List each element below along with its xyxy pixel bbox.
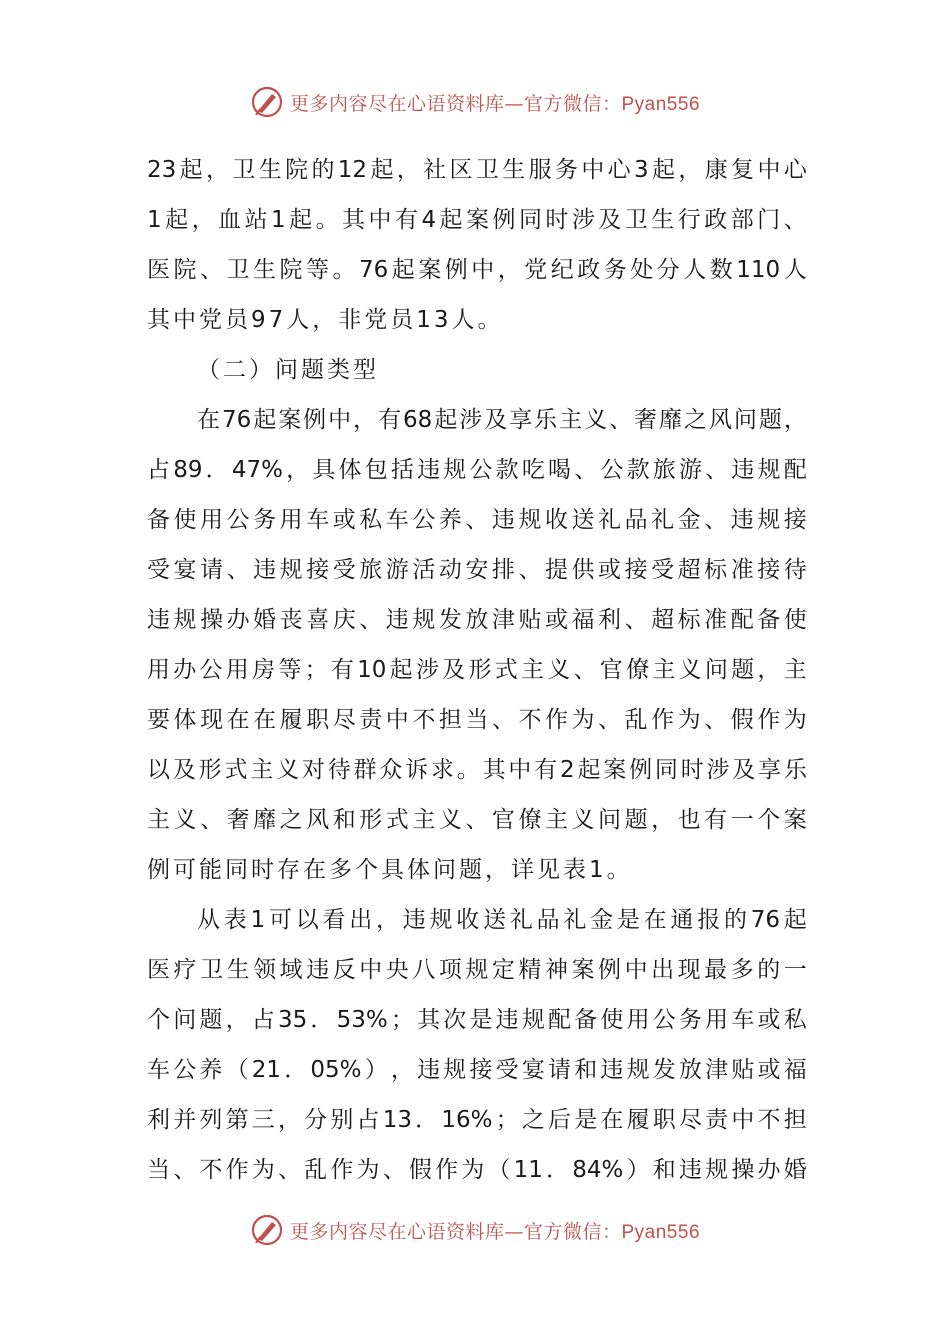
body-line: 占 89 ． 47% ， 具 体 包 括 违 规 公 款 吃 喝 、 公 款 旅 游 、 违 规 配 xyxy=(147,457,807,483)
body-line: 例可能同时存在多个具体问题，详见表1。 xyxy=(147,857,633,883)
body-line: 以 及 形 式 主 义 对 待 群 众 诉 求 。 其 中 有 2 起 案 例 同 时 涉 及 享 乐 xyxy=(147,757,807,783)
watermark-text xyxy=(290,89,700,116)
pen-quill-logo-icon xyxy=(250,85,284,119)
watermark-caption: 更多内容尽在心语资料库—官方微信： xyxy=(289,92,622,115)
body-line: 利 并 列 第 三 ， 分 别 占 13 ． 16% ； 之 后 是 在 履 职 尽 责 中 不 担 xyxy=(147,1107,807,1133)
body-line: 用 办 公 用 房 等 ； 有 10 起 涉 及 形 式 主 义 、 官 僚 主 义 问 题 ， 主 xyxy=(147,657,807,683)
watermark-caption: 更多内容尽在心语资料库—官方微信： xyxy=(289,1220,622,1243)
body-line: 主 义 、 奢 靡 之 风 和 形 式 主 义 、 官 僚 主 义 问 题 ， 也 有 一 个 案 xyxy=(147,807,807,833)
body-line: 要 体 现 在 在 履 职 尽 责 中 不 担 当 、 不 作 为 、 乱 作 为 、 假 作 为 xyxy=(147,707,807,733)
body-line: 当 、 不 作 为 、 乱 作 为 、 假 作 为 （ 11 ． 84% ） 和 违 规 操 办 婚 xyxy=(147,1157,807,1183)
watermark-wechat-id: Pyan556 xyxy=(621,1221,701,1243)
body-line: 从 表 1 可 以 看 出 ， 违 规 收 送 礼 品 礼 金 是 在 通 报 的 76 起 xyxy=(197,907,807,933)
watermark-wechat-id: Pyan556 xyxy=(621,93,701,115)
watermark-text xyxy=(290,1217,700,1244)
body-line: 车 公 养 （ 21 ． 05% ） ， 违 规 接 受 宴 请 和 违 规 发 放 津 贴 或 福 xyxy=(147,1057,807,1083)
body-line: 受 宴 请 、 违 规 接 受 旅 游 活 动 安 排 、 提 供 或 接 受 超 标 准 接 待 xyxy=(147,557,807,583)
body-line: 1 起 ， 血 站 1 起 。 其 中 有 4 起 案 例 同 时 涉 及 卫 生 行 政 部 门 、 xyxy=(147,207,807,233)
document-body xyxy=(147,145,807,1195)
body-line: 医 疗 卫 生 领 域 违 反 中 央 八 项 规 定 精 神 案 例 中 出 现 最 多 的 一 xyxy=(147,957,807,983)
pen-quill-logo-icon xyxy=(250,1213,284,1247)
body-line: 医 院 、 卫 生 院 等 。 76 起 案 例 中 ， 党 纪 政 务 处 分 人 数 110 人 xyxy=(147,257,807,283)
watermark-footer xyxy=(0,1212,950,1248)
body-line: 其中党员97人，非党员13人。 xyxy=(147,307,504,333)
body-line: 在 76 起 案 例 中 ， 有 68 起 涉 及 享 乐 主 义 、 奢 靡 之 风 问 题 ， xyxy=(197,407,807,433)
body-line: 23 起 ， 卫 生 院 的 12 起 ， 社 区 卫 生 服 务 中 心 3 起 ， 康 复 中 心 xyxy=(147,157,807,183)
body-line: 违 规 操 办 婚 丧 喜 庆 、 违 规 发 放 津 贴 或 福 利 、 超 标 准 配 备 使 xyxy=(147,607,807,633)
body-line: 备 使 用 公 务 用 车 或 私 车 公 养 、 违 规 收 送 礼 品 礼 金 、 违 规 接 xyxy=(147,507,807,533)
watermark-header xyxy=(0,84,950,120)
body-line: （二）问题类型 xyxy=(197,357,379,383)
body-line: 个 问 题 ， 占 35 ． 53% ； 其 次 是 违 规 配 备 使 用 公 务 用 车 或 私 xyxy=(147,1007,807,1033)
